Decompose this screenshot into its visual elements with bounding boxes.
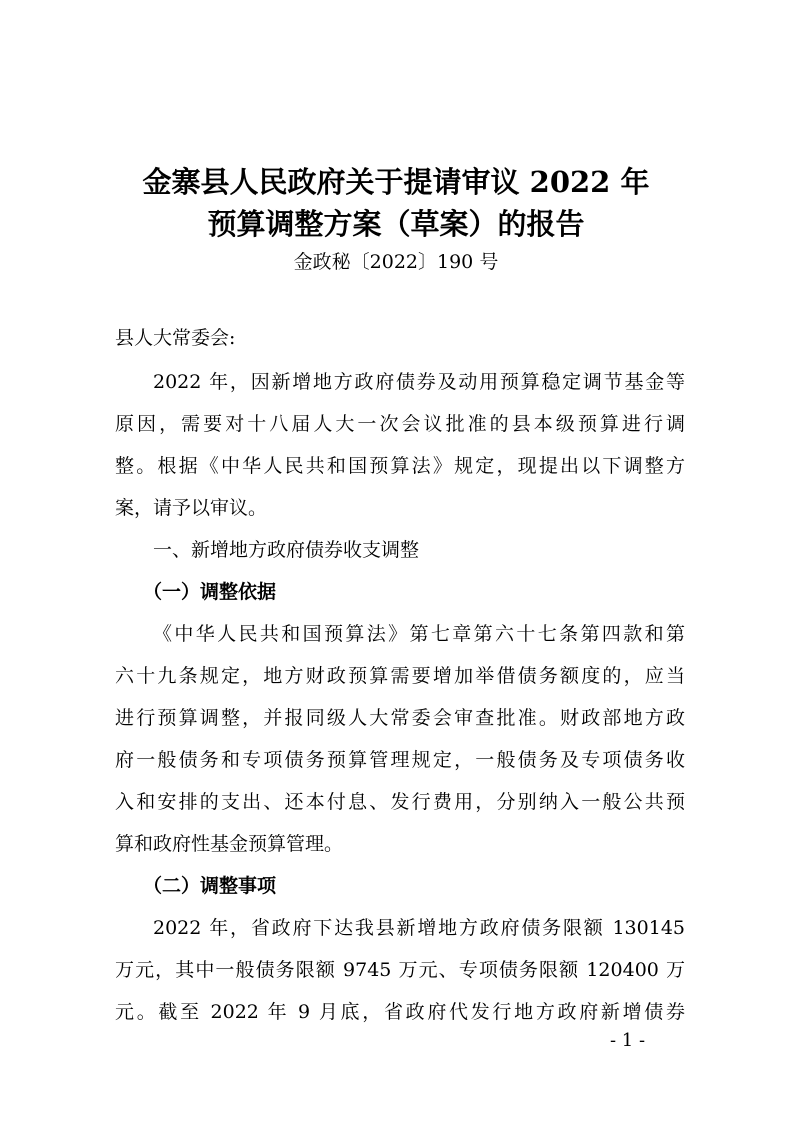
paragraph-line: 算和政府性基金预算管理。: [115, 833, 344, 855]
paragraph-line: 2022 年，因新增地方政府债券及动用预算稳定调节基金等: [153, 371, 685, 393]
paragraph-line: 《中华人民共和国预算法》第七章第六十七条第四款和第: [153, 623, 685, 645]
subsection-heading: （二）调整事项: [143, 875, 277, 897]
paragraph-line: 案，请予以审议。: [115, 497, 268, 519]
paragraph-line: 六十九条规定，地方财政预算需要增加举借债务额度的，应当: [115, 665, 685, 687]
section-heading: 一、新增地方政府债券收支调整: [153, 539, 420, 561]
paragraph-line: 进行预算调整，并报同级人大常委会审查批准。财政部地方政: [115, 707, 685, 729]
document-title-line-1: 金寨县人民政府关于提请审议 2022 年: [142, 165, 650, 199]
page-number: - 1 -: [610, 1030, 646, 1051]
paragraph-line: 原因，需要对十八届人大一次会议批准的县本级预算进行调: [115, 413, 685, 435]
paragraph-line: 府一般债务和专项债务预算管理规定，一般债务及专项债务收: [115, 749, 685, 771]
paragraph-line: 整。根据《中华人民共和国预算法》规定，现提出以下调整方: [115, 455, 685, 477]
paragraph-line: 2022 年，省政府下达我县新增地方政府债务限额 130145: [153, 917, 685, 939]
paragraph-line: 元。截至 2022 年 9 月底，省政府代发行地方政府新增债券: [115, 1001, 685, 1023]
salutation: 县人大常委会:: [115, 327, 236, 349]
paragraph-line: 入和安排的支出、还本付息、发行费用，分别纳入一般公共预: [115, 791, 685, 813]
paragraph-line: 万元，其中一般债务限额 9745 万元、专项债务限额 120400 万: [115, 959, 685, 981]
document-title-line-2: 预算调整方案（草案）的报告: [207, 207, 585, 241]
subsection-heading: （一）调整依据: [143, 581, 277, 603]
document-number: 金政秘〔2022〕190 号: [293, 251, 499, 273]
